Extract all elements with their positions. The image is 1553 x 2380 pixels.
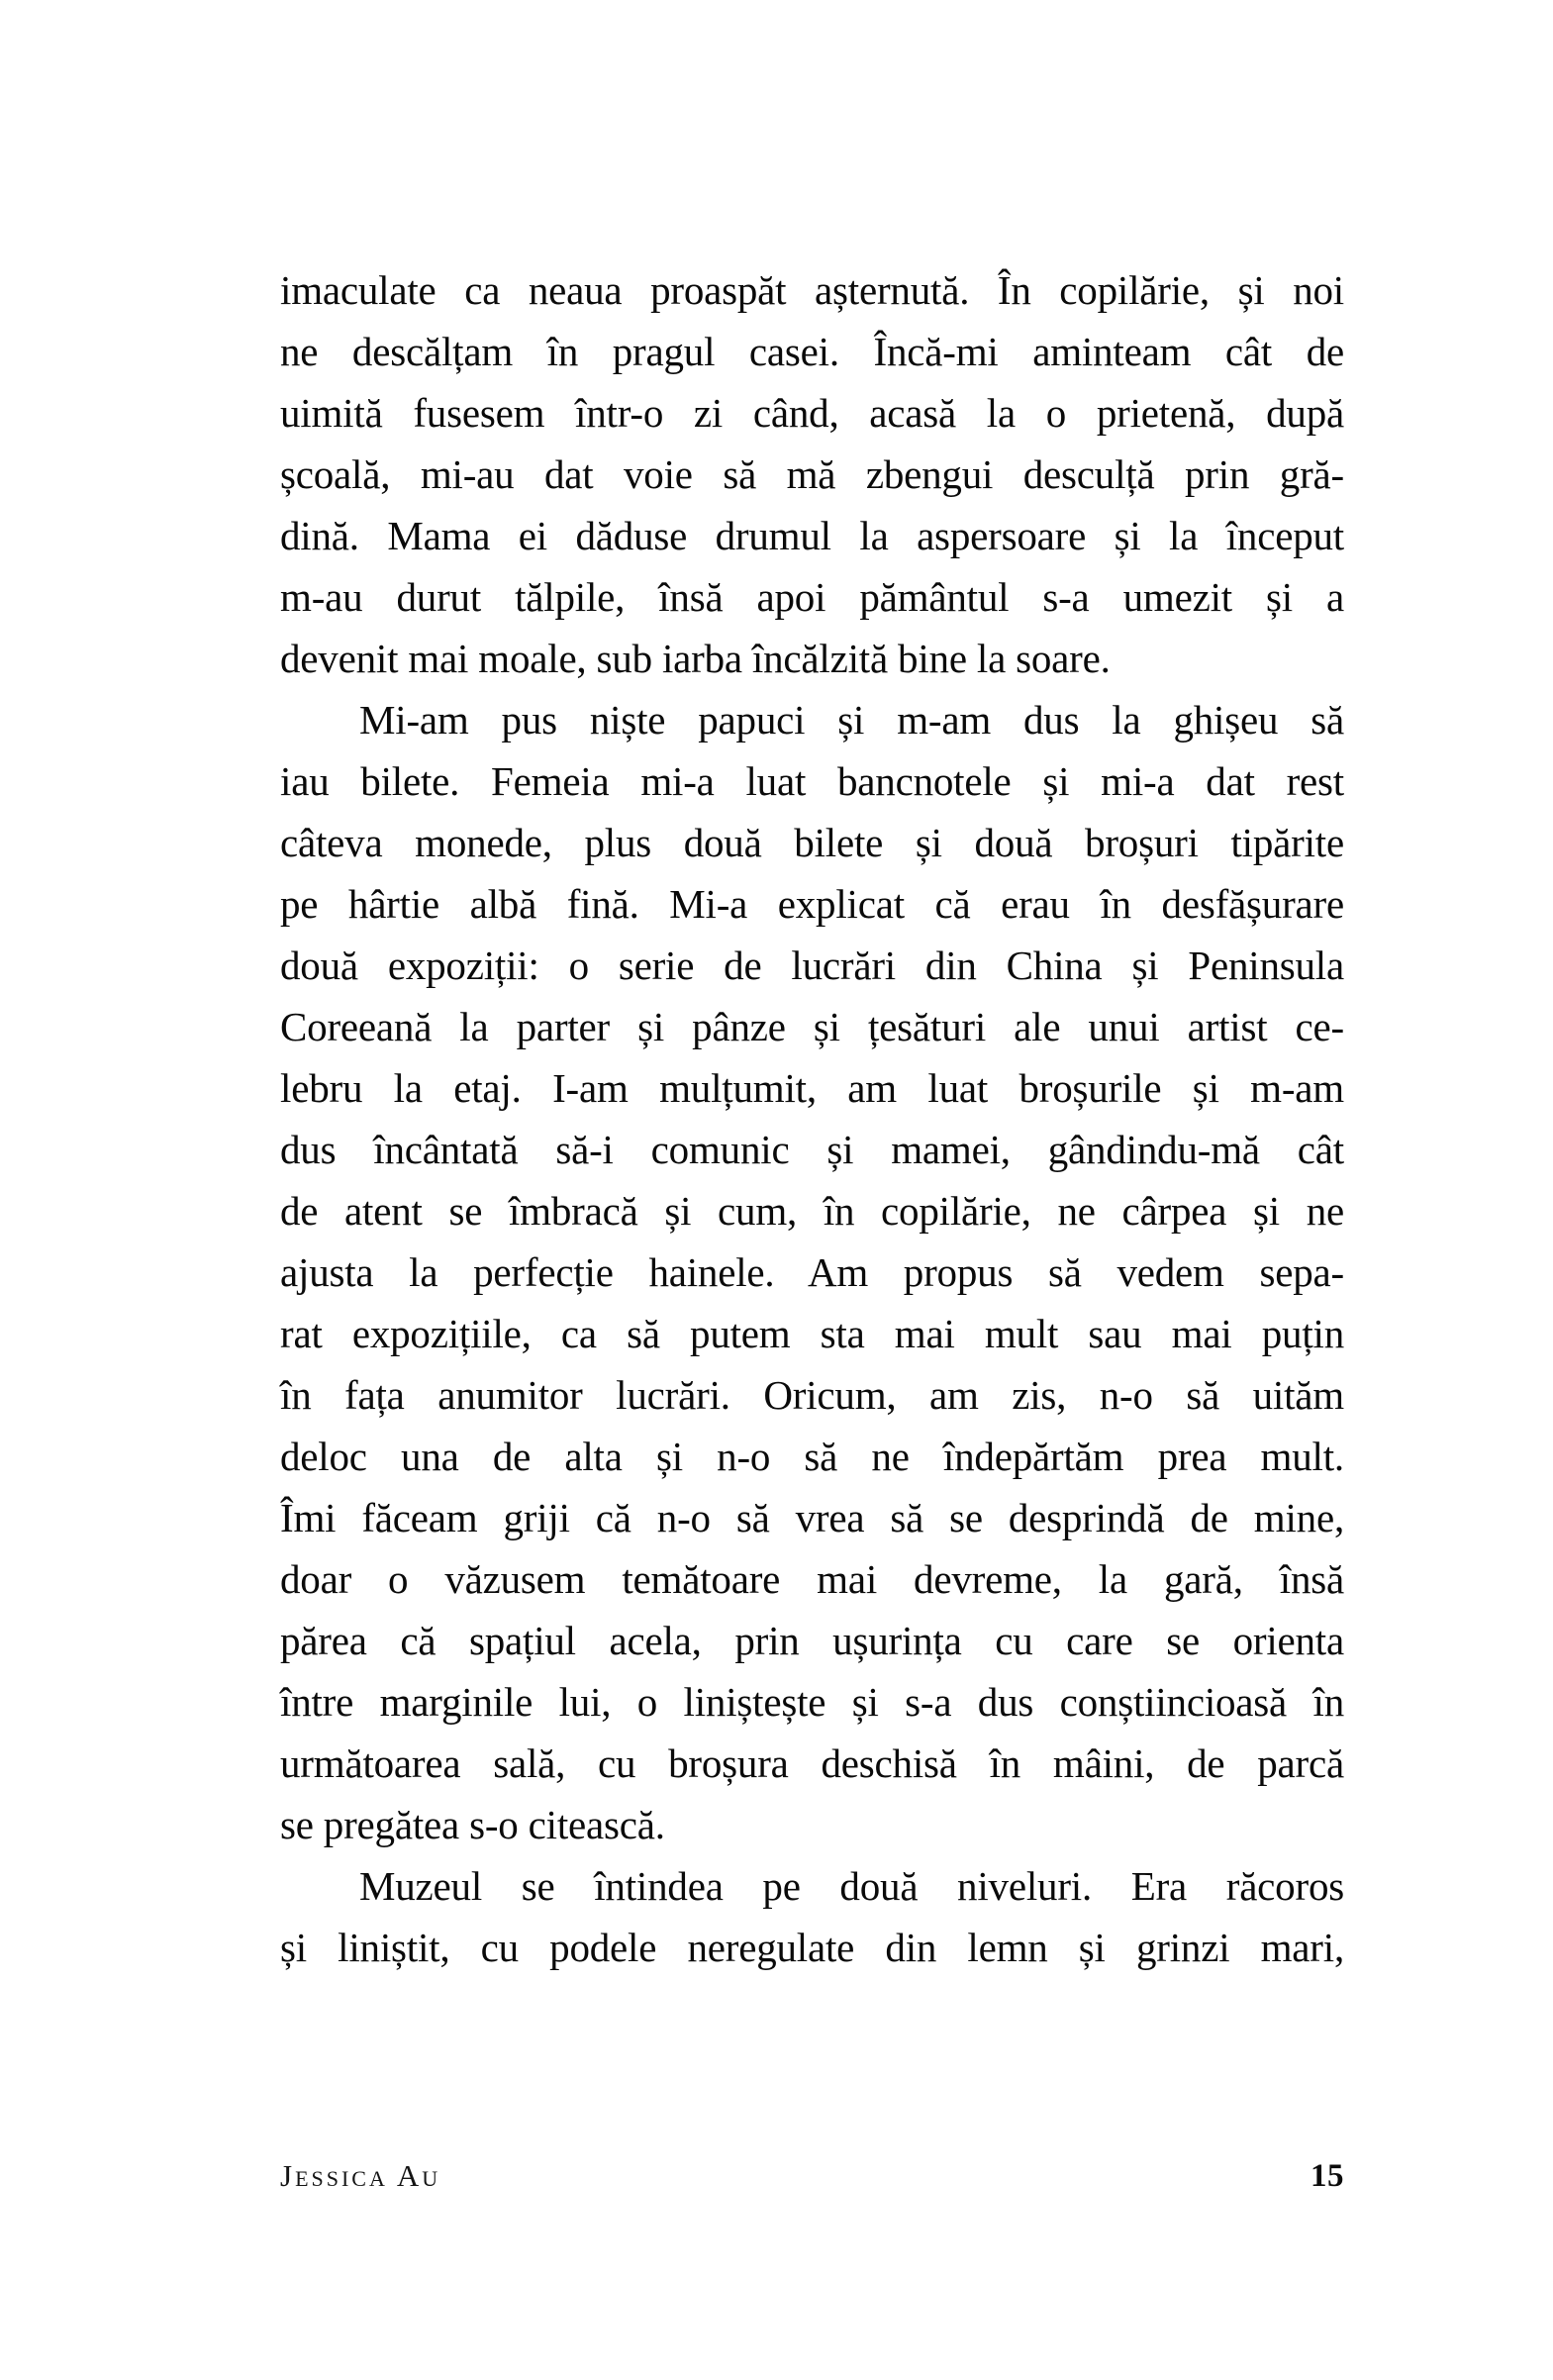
text-line: pe hârtie albă fină. Mi-a explicat că erau în desfășurare: [280, 881, 1344, 927]
text-line: deloc una de alta și n-o să ne îndepărtăm prea mult.: [280, 1434, 1344, 1479]
text-line: lebru la etaj. I-am mulțumit, am luat broșurile și m-am: [280, 1065, 1344, 1111]
text-line: rat expozițiile, ca să putem sta mai mult sau mai puțin: [280, 1311, 1344, 1356]
text-line: școală, mi-au dat voie să mă zbengui desculță prin gră-: [280, 451, 1344, 497]
text-line: și liniștit, cu podele neregulate din lemn și grinzi mari,: [280, 1925, 1344, 1970]
text-line: devenit mai moale, sub iarba încălzită bine la soare.: [280, 636, 1111, 681]
text-line: în fața anumitor lucrări. Oricum, am zis, n-o să uităm: [280, 1372, 1344, 1418]
page-number: 15: [1310, 2158, 1344, 2194]
text-line: dus încântată să-i comunic și mamei, gândindu-mă cât: [280, 1127, 1344, 1172]
text-line: următoarea sală, cu broșura deschisă în mâini, de parcă: [280, 1740, 1344, 1786]
page-footer: [280, 2158, 1344, 2195]
text-line: de atent se îmbracă și cum, în copilărie, ne cârpea și ne: [280, 1188, 1344, 1234]
text-line: Îmi făceam griji că n-o să vrea să se desprindă de mine,: [280, 1495, 1344, 1540]
text-line: două expoziții: o serie de lucrări din China și Peninsula: [280, 942, 1344, 988]
text-line: părea că spațiul acela, prin ușurința cu care se orienta: [280, 1618, 1344, 1663]
text-line: Mi-am pus niște papuci și m-am dus la ghișeu să: [359, 697, 1344, 743]
page-text: [280, 259, 1344, 1978]
text-line: ne descălțam în pragul casei. Încă-mi aminteam cât de: [280, 329, 1344, 374]
text-line: uimită fusesem într-o zi când, acasă la o prietenă, după: [280, 390, 1344, 436]
text-line: m-au durut tălpile, însă apoi pământul s-a umezit și a: [280, 574, 1344, 620]
author-name: Jessica Au: [280, 2158, 441, 2193]
text-line: imaculate ca neaua proaspăt așternută. În copilărie, și noi: [280, 267, 1344, 313]
text-line: Coreeană la parter și pânze și țesături ale unui artist ce-: [280, 1004, 1344, 1049]
text-line: ajusta la perfecție hainele. Am propus să vedem sepa-: [280, 1249, 1344, 1295]
text-line: Muzeul se întindea pe două niveluri. Era răcoros: [359, 1863, 1344, 1909]
text-line: între marginile lui, o liniștește și s-a dus conștiincioasă în: [280, 1679, 1344, 1725]
text-line: iau bilete. Femeia mi-a luat bancnotele și mi-a dat rest: [280, 758, 1344, 804]
text-line: dină. Mama ei dăduse drumul la aspersoare și la început: [280, 513, 1344, 558]
text-line: se pregătea s-o citească.: [280, 1802, 665, 1847]
text-line: câteva monede, plus două bilete și două broșuri tipărite: [280, 820, 1344, 865]
text-line: doar o văzusem temătoare mai devreme, la gară, însă: [280, 1556, 1344, 1602]
